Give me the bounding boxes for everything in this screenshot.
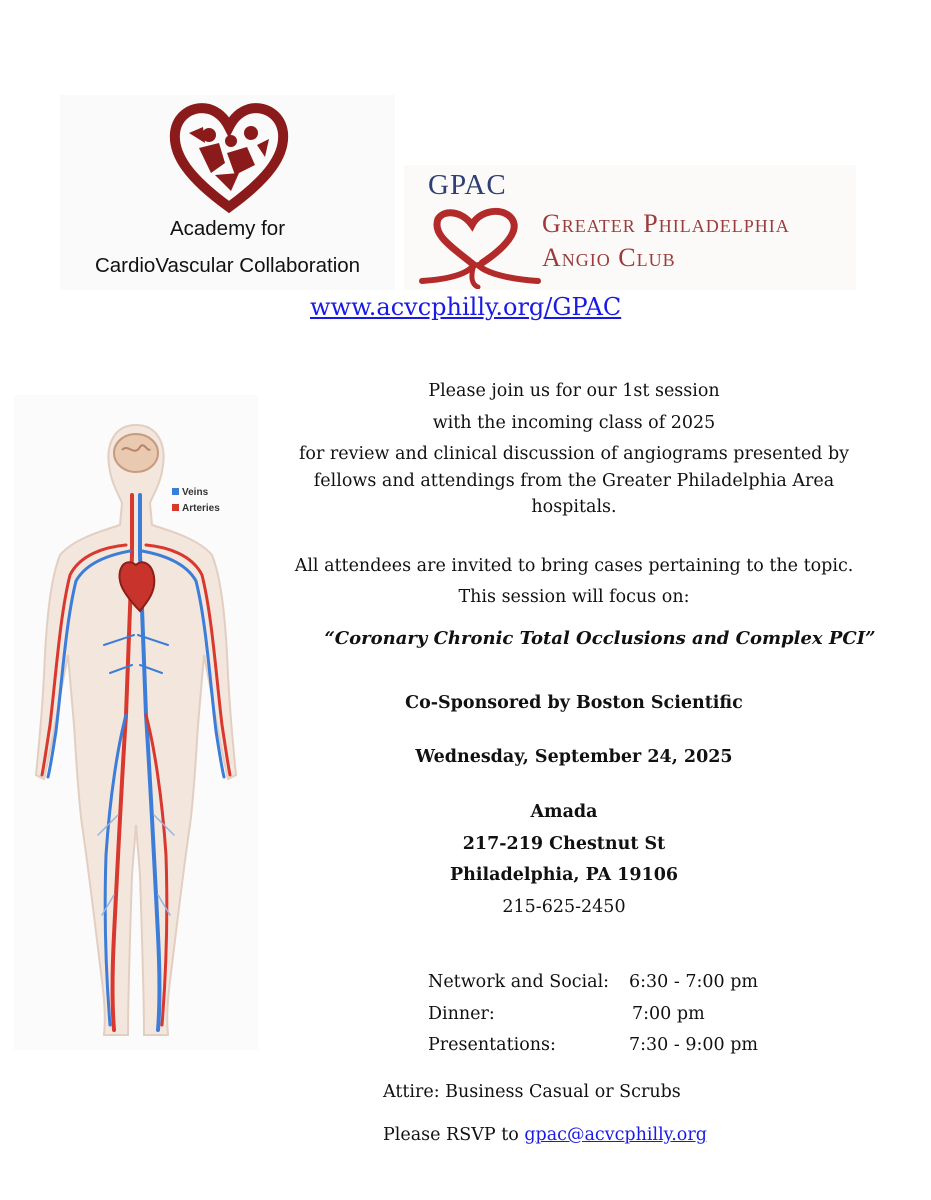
venue-phone: 215-625-2450 [502,897,626,917]
intro-line5: hospitals. [531,497,617,517]
gpac-name-line2: Angio Club [542,243,676,272]
intro-line4: fellows and attendings from the Greater Philadelphia Area [313,471,835,491]
invite-line1: All attendees are invited to bring cases pertaining to the topic. [294,556,854,576]
intro-line3: for review and clinical discussion of angiograms presented by [298,444,850,464]
attire-note: Attire: Business Casual or Scrubs [383,1082,681,1102]
gpac-logo [404,165,856,290]
venue-street: 217-219 Chestnut St [462,834,666,854]
rsvp-email-link[interactable]: gpac@acvcphilly.org [524,1125,707,1145]
legend-veins: Veins [182,487,209,498]
schedule-label: Presentations: [428,1035,556,1055]
intro-line1: Please join us for our 1st session [428,381,720,401]
sponsor-line: Co-Sponsored by Boston Scientific [405,693,743,713]
gpac-name-line1: Greater Philadelphia [542,209,790,238]
venue-name: Amada [530,802,598,822]
acvc-heart-icon [168,103,290,213]
gpac-abbreviation: GPAC [428,169,507,201]
schedule-label: Dinner: [428,1004,495,1024]
schedule-time: 6:30 - 7:00 pm [629,972,758,992]
intro-line2: with the incoming class of 2025 [432,413,716,433]
schedule-time: 7:00 pm [632,1004,705,1024]
human-body-figure [14,395,258,1050]
session-topic: “Coronary Chronic Total Occlusions and Complex PCI” [324,628,876,649]
venue-city: Philadelphia, PA 19106 [449,865,679,885]
invite-line2: This session will focus on: [458,587,690,607]
event-date: Wednesday, September 24, 2025 [415,747,733,767]
rsvp-prefix: Please RSVP to [383,1125,525,1145]
schedule-label: Network and Social: [428,972,610,992]
acvc-name-line1: Academy for [169,217,286,240]
website-link[interactable]: www.acvcphilly.org/GPAC [310,293,622,321]
acvc-name-line2: CardioVascular Collaboration [94,254,361,277]
schedule-time: 7:30 - 9:00 pm [629,1035,758,1055]
acvc-logo [60,95,395,290]
legend-arteries: Arteries [182,503,220,514]
circulatory-system-illustration [14,395,258,1050]
gpac-heart-ribbon-icon [412,207,542,289]
rsvp-line [383,1125,707,1145]
